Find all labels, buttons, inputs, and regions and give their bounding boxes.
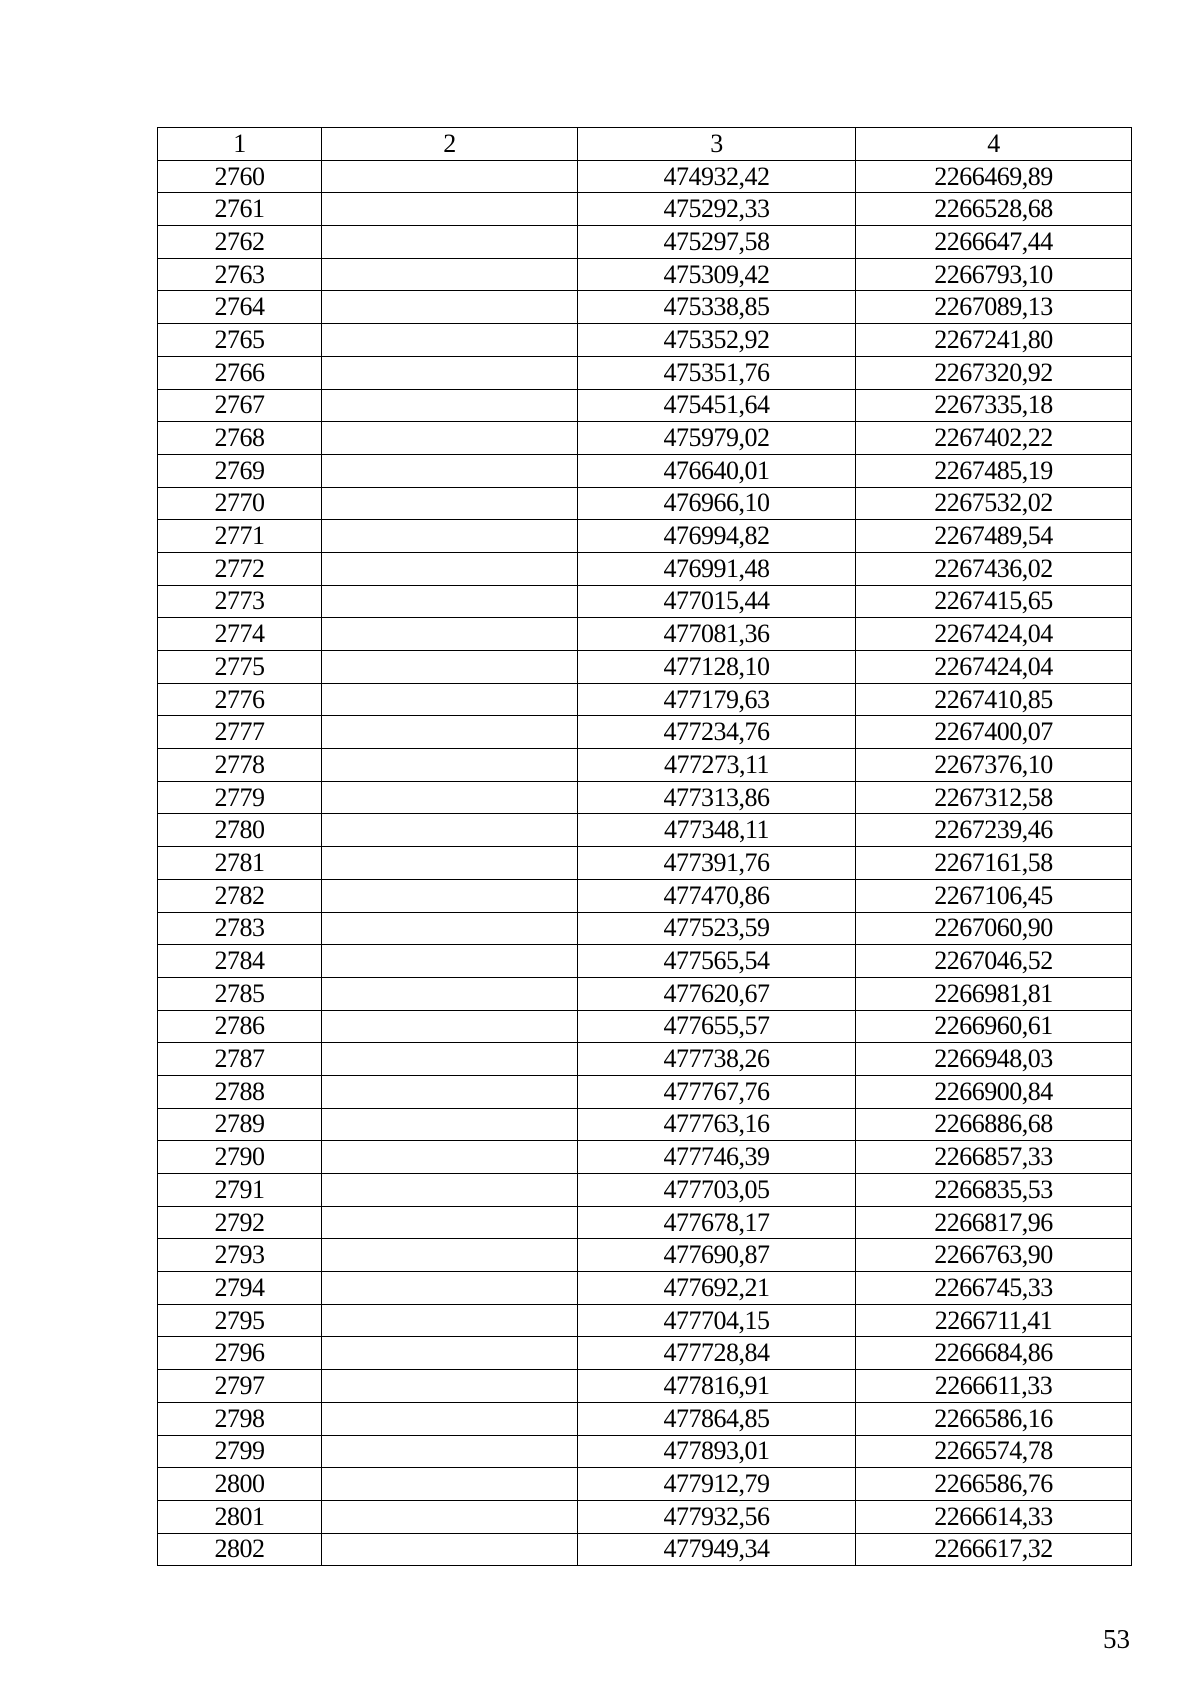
cell-empty — [322, 1108, 578, 1141]
cell-point-number: 2777 — [158, 716, 322, 749]
cell-x-coordinate: 475351,76 — [578, 356, 856, 389]
table-row — [158, 847, 1132, 880]
cell-y-coordinate: 2267410,85 — [856, 683, 1132, 716]
cell-x-coordinate: 477391,76 — [578, 847, 856, 880]
cell-empty — [322, 716, 578, 749]
table-row — [158, 1010, 1132, 1043]
cell-empty — [322, 977, 578, 1010]
cell-point-number: 2766 — [158, 356, 322, 389]
cell-y-coordinate: 2266617,32 — [856, 1533, 1132, 1566]
table-row — [158, 1272, 1132, 1305]
cell-y-coordinate: 2267489,54 — [856, 520, 1132, 553]
cell-point-number: 2768 — [158, 422, 322, 455]
column-header-1: 1 — [158, 128, 322, 161]
cell-x-coordinate: 477864,85 — [578, 1402, 856, 1435]
cell-empty — [322, 945, 578, 978]
cell-point-number: 2763 — [158, 258, 322, 291]
cell-point-number: 2767 — [158, 389, 322, 422]
cell-point-number: 2779 — [158, 781, 322, 814]
cell-x-coordinate: 476991,48 — [578, 552, 856, 585]
cell-point-number: 2796 — [158, 1337, 322, 1370]
table-row — [158, 1075, 1132, 1108]
cell-x-coordinate: 477893,01 — [578, 1435, 856, 1468]
coordinates-table — [157, 127, 1132, 1566]
table-row — [158, 520, 1132, 553]
cell-x-coordinate: 477692,21 — [578, 1272, 856, 1305]
cell-x-coordinate: 475352,92 — [578, 324, 856, 357]
cell-empty — [322, 1174, 578, 1207]
cell-empty — [322, 912, 578, 945]
cell-y-coordinate: 2266574,78 — [856, 1435, 1132, 1468]
cell-y-coordinate: 2266469,89 — [856, 160, 1132, 193]
cell-empty — [322, 1010, 578, 1043]
cell-point-number: 2762 — [158, 226, 322, 259]
cell-y-coordinate: 2266960,61 — [856, 1010, 1132, 1043]
cell-point-number: 2761 — [158, 193, 322, 226]
cell-y-coordinate: 2266711,41 — [856, 1304, 1132, 1337]
table-row — [158, 618, 1132, 651]
cell-point-number: 2774 — [158, 618, 322, 651]
table-row — [158, 1239, 1132, 1272]
cell-point-number: 2785 — [158, 977, 322, 1010]
cell-point-number: 2795 — [158, 1304, 322, 1337]
table-row — [158, 945, 1132, 978]
cell-y-coordinate: 2267106,45 — [856, 879, 1132, 912]
cell-empty — [322, 1304, 578, 1337]
table-row — [158, 1468, 1132, 1501]
cell-y-coordinate: 2267402,22 — [856, 422, 1132, 455]
table-row — [158, 160, 1132, 193]
cell-empty — [322, 324, 578, 357]
table-row — [158, 781, 1132, 814]
cell-empty — [322, 520, 578, 553]
cell-point-number: 2786 — [158, 1010, 322, 1043]
cell-empty — [322, 749, 578, 782]
table-row — [158, 1533, 1132, 1566]
cell-point-number: 2802 — [158, 1533, 322, 1566]
cell-x-coordinate: 475451,64 — [578, 389, 856, 422]
cell-y-coordinate: 2267436,02 — [856, 552, 1132, 585]
table-row — [158, 1141, 1132, 1174]
cell-point-number: 2776 — [158, 683, 322, 716]
cell-empty — [322, 1500, 578, 1533]
cell-x-coordinate: 477179,63 — [578, 683, 856, 716]
table-row — [158, 291, 1132, 324]
cell-point-number: 2791 — [158, 1174, 322, 1207]
cell-x-coordinate: 475979,02 — [578, 422, 856, 455]
cell-point-number: 2782 — [158, 879, 322, 912]
cell-point-number: 2792 — [158, 1206, 322, 1239]
table-row — [158, 683, 1132, 716]
cell-empty — [322, 454, 578, 487]
cell-y-coordinate: 2266586,76 — [856, 1468, 1132, 1501]
cell-point-number: 2793 — [158, 1239, 322, 1272]
cell-y-coordinate: 2267485,19 — [856, 454, 1132, 487]
table-row — [158, 1500, 1132, 1533]
cell-y-coordinate: 2266614,33 — [856, 1500, 1132, 1533]
cell-empty — [322, 1337, 578, 1370]
cell-x-coordinate: 477767,76 — [578, 1075, 856, 1108]
table-row — [158, 1402, 1132, 1435]
cell-y-coordinate: 2267239,46 — [856, 814, 1132, 847]
cell-y-coordinate: 2266817,96 — [856, 1206, 1132, 1239]
cell-x-coordinate: 476966,10 — [578, 487, 856, 520]
cell-empty — [322, 879, 578, 912]
cell-y-coordinate: 2266647,44 — [856, 226, 1132, 259]
cell-empty — [322, 422, 578, 455]
table-row — [158, 422, 1132, 455]
table-row — [158, 193, 1132, 226]
cell-y-coordinate: 2266745,33 — [856, 1272, 1132, 1305]
cell-y-coordinate: 2267424,04 — [856, 651, 1132, 684]
cell-point-number: 2760 — [158, 160, 322, 193]
cell-empty — [322, 1272, 578, 1305]
cell-point-number: 2772 — [158, 552, 322, 585]
cell-x-coordinate: 476640,01 — [578, 454, 856, 487]
cell-x-coordinate: 477655,57 — [578, 1010, 856, 1043]
cell-x-coordinate: 477620,67 — [578, 977, 856, 1010]
cell-y-coordinate: 2266793,10 — [856, 258, 1132, 291]
cell-empty — [322, 389, 578, 422]
cell-x-coordinate: 475292,33 — [578, 193, 856, 226]
cell-x-coordinate: 477234,76 — [578, 716, 856, 749]
cell-point-number: 2780 — [158, 814, 322, 847]
cell-empty — [322, 1533, 578, 1566]
cell-y-coordinate: 2267335,18 — [856, 389, 1132, 422]
cell-empty — [322, 618, 578, 651]
cell-x-coordinate: 477128,10 — [578, 651, 856, 684]
cell-point-number: 2801 — [158, 1500, 322, 1533]
page-number: 53 — [1103, 1624, 1130, 1654]
cell-x-coordinate: 477565,54 — [578, 945, 856, 978]
table-row — [158, 258, 1132, 291]
table-row — [158, 1337, 1132, 1370]
cell-empty — [322, 160, 578, 193]
table-row — [158, 1174, 1132, 1207]
cell-x-coordinate: 477738,26 — [578, 1043, 856, 1076]
cell-x-coordinate: 477763,16 — [578, 1108, 856, 1141]
cell-x-coordinate: 477273,11 — [578, 749, 856, 782]
cell-y-coordinate: 2267320,92 — [856, 356, 1132, 389]
cell-point-number: 2799 — [158, 1435, 322, 1468]
cell-x-coordinate: 477703,05 — [578, 1174, 856, 1207]
table-row — [158, 1043, 1132, 1076]
cell-point-number: 2790 — [158, 1141, 322, 1174]
cell-y-coordinate: 2267400,07 — [856, 716, 1132, 749]
cell-point-number: 2773 — [158, 585, 322, 618]
cell-x-coordinate: 477912,79 — [578, 1468, 856, 1501]
cell-x-coordinate: 477816,91 — [578, 1370, 856, 1403]
cell-point-number: 2765 — [158, 324, 322, 357]
cell-point-number: 2770 — [158, 487, 322, 520]
cell-point-number: 2778 — [158, 749, 322, 782]
cell-empty — [322, 1370, 578, 1403]
cell-empty — [322, 552, 578, 585]
table-row — [158, 651, 1132, 684]
table-body — [158, 160, 1132, 1566]
cell-y-coordinate: 2266684,86 — [856, 1337, 1132, 1370]
cell-y-coordinate: 2266900,84 — [856, 1075, 1132, 1108]
cell-y-coordinate: 2266586,16 — [856, 1402, 1132, 1435]
table-row — [158, 585, 1132, 618]
cell-y-coordinate: 2267312,58 — [856, 781, 1132, 814]
table-row — [158, 1108, 1132, 1141]
table-row — [158, 716, 1132, 749]
table-row — [158, 454, 1132, 487]
cell-empty — [322, 1468, 578, 1501]
cell-x-coordinate: 475297,58 — [578, 226, 856, 259]
cell-x-coordinate: 477470,86 — [578, 879, 856, 912]
column-header-4: 4 — [856, 128, 1132, 161]
cell-point-number: 2781 — [158, 847, 322, 880]
cell-empty — [322, 291, 578, 324]
table-row — [158, 749, 1132, 782]
cell-empty — [322, 585, 578, 618]
table-row — [158, 1435, 1132, 1468]
cell-x-coordinate: 475338,85 — [578, 291, 856, 324]
cell-y-coordinate: 2267376,10 — [856, 749, 1132, 782]
table-row — [158, 552, 1132, 585]
cell-y-coordinate: 2266835,53 — [856, 1174, 1132, 1207]
cell-y-coordinate: 2266763,90 — [856, 1239, 1132, 1272]
cell-empty — [322, 258, 578, 291]
cell-empty — [322, 226, 578, 259]
cell-y-coordinate: 2267161,58 — [856, 847, 1132, 880]
table-header-row — [158, 128, 1132, 161]
cell-x-coordinate: 477949,34 — [578, 1533, 856, 1566]
cell-empty — [322, 1435, 578, 1468]
cell-y-coordinate: 2267241,80 — [856, 324, 1132, 357]
cell-point-number: 2787 — [158, 1043, 322, 1076]
table-row — [158, 912, 1132, 945]
cell-y-coordinate: 2267532,02 — [856, 487, 1132, 520]
table-row — [158, 1370, 1132, 1403]
cell-point-number: 2788 — [158, 1075, 322, 1108]
cell-point-number: 2784 — [158, 945, 322, 978]
table-row — [158, 1304, 1132, 1337]
cell-y-coordinate: 2266886,68 — [856, 1108, 1132, 1141]
cell-x-coordinate: 477704,15 — [578, 1304, 856, 1337]
cell-x-coordinate: 475309,42 — [578, 258, 856, 291]
table-row — [158, 487, 1132, 520]
table-row — [158, 1206, 1132, 1239]
cell-empty — [322, 356, 578, 389]
table-row — [158, 356, 1132, 389]
cell-empty — [322, 1402, 578, 1435]
cell-empty — [322, 1043, 578, 1076]
cell-y-coordinate: 2266857,33 — [856, 1141, 1132, 1174]
cell-point-number: 2769 — [158, 454, 322, 487]
cell-point-number: 2800 — [158, 1468, 322, 1501]
cell-y-coordinate: 2267089,13 — [856, 291, 1132, 324]
cell-y-coordinate: 2266611,33 — [856, 1370, 1132, 1403]
table-row — [158, 814, 1132, 847]
cell-empty — [322, 651, 578, 684]
table-row — [158, 977, 1132, 1010]
cell-x-coordinate: 477015,44 — [578, 585, 856, 618]
cell-y-coordinate: 2267415,65 — [856, 585, 1132, 618]
cell-x-coordinate: 476994,82 — [578, 520, 856, 553]
table-row — [158, 389, 1132, 422]
cell-point-number: 2794 — [158, 1272, 322, 1305]
cell-empty — [322, 781, 578, 814]
cell-x-coordinate: 474932,42 — [578, 160, 856, 193]
column-header-3: 3 — [578, 128, 856, 161]
cell-y-coordinate: 2267060,90 — [856, 912, 1132, 945]
cell-point-number: 2764 — [158, 291, 322, 324]
cell-x-coordinate: 477523,59 — [578, 912, 856, 945]
cell-y-coordinate: 2267046,52 — [856, 945, 1132, 978]
cell-point-number: 2783 — [158, 912, 322, 945]
table-row — [158, 226, 1132, 259]
cell-x-coordinate: 477690,87 — [578, 1239, 856, 1272]
cell-y-coordinate: 2266528,68 — [856, 193, 1132, 226]
cell-point-number: 2798 — [158, 1402, 322, 1435]
cell-empty — [322, 487, 578, 520]
cell-x-coordinate: 477746,39 — [578, 1141, 856, 1174]
cell-empty — [322, 847, 578, 880]
cell-empty — [322, 1239, 578, 1272]
cell-y-coordinate: 2266981,81 — [856, 977, 1132, 1010]
cell-x-coordinate: 477081,36 — [578, 618, 856, 651]
column-header-2: 2 — [322, 128, 578, 161]
cell-empty — [322, 193, 578, 226]
cell-point-number: 2775 — [158, 651, 322, 684]
cell-empty — [322, 683, 578, 716]
cell-empty — [322, 1206, 578, 1239]
cell-x-coordinate: 477678,17 — [578, 1206, 856, 1239]
cell-x-coordinate: 477348,11 — [578, 814, 856, 847]
cell-x-coordinate: 477728,84 — [578, 1337, 856, 1370]
table-row — [158, 324, 1132, 357]
table-row — [158, 879, 1132, 912]
cell-x-coordinate: 477932,56 — [578, 1500, 856, 1533]
cell-x-coordinate: 477313,86 — [578, 781, 856, 814]
cell-empty — [322, 814, 578, 847]
cell-y-coordinate: 2267424,04 — [856, 618, 1132, 651]
cell-point-number: 2771 — [158, 520, 322, 553]
cell-point-number: 2789 — [158, 1108, 322, 1141]
cell-y-coordinate: 2266948,03 — [856, 1043, 1132, 1076]
cell-empty — [322, 1141, 578, 1174]
cell-point-number: 2797 — [158, 1370, 322, 1403]
cell-empty — [322, 1075, 578, 1108]
